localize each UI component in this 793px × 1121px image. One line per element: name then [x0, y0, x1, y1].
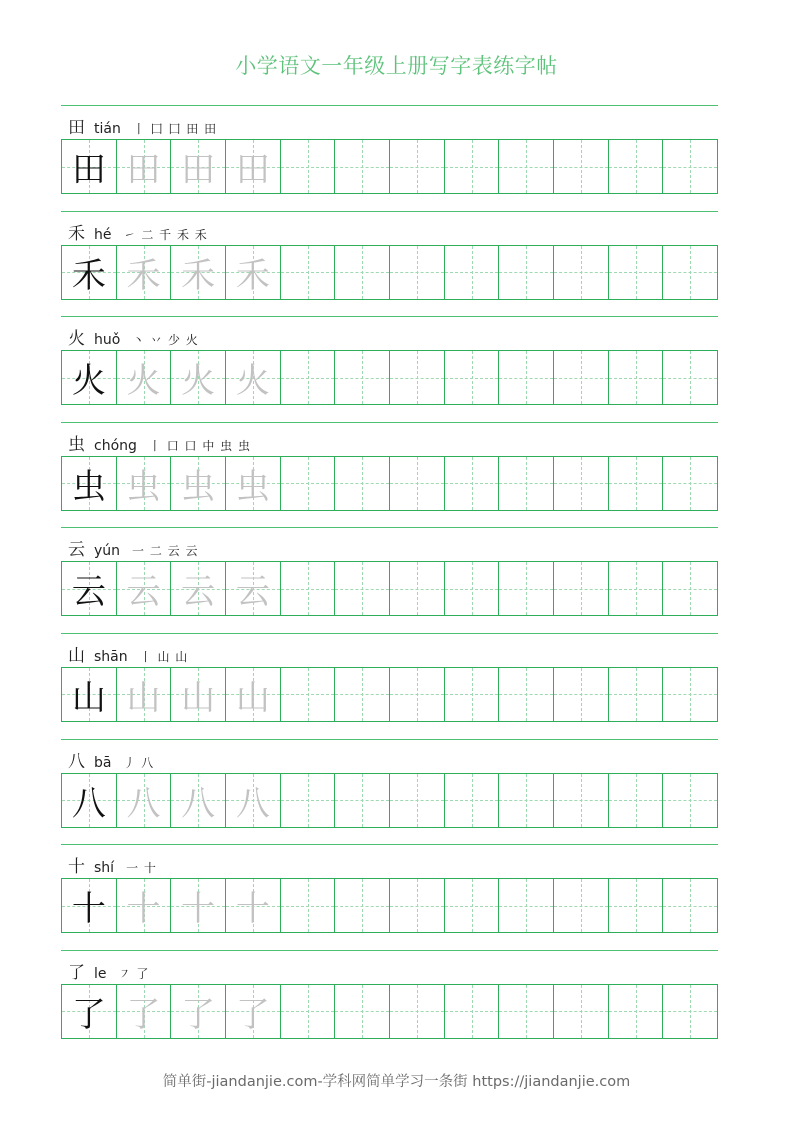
trace-character: 山 — [181, 677, 216, 718]
trace-character: 十 — [235, 889, 270, 930]
practice-cell — [609, 457, 664, 510]
header-character: 十 — [68, 857, 85, 878]
pinyin: shí — [94, 860, 115, 877]
trace-character: 虫 — [126, 466, 161, 507]
header-character: 火 — [68, 329, 85, 350]
practice-cell — [445, 985, 500, 1038]
row-header — [68, 961, 149, 983]
practice-cell — [609, 562, 664, 615]
practice-cell — [445, 457, 500, 510]
trace-cell — [226, 457, 281, 510]
row-header — [68, 327, 199, 349]
trace-character: 八 — [126, 783, 161, 824]
model-character: 虫 — [71, 466, 106, 507]
trace-character: 云 — [126, 572, 161, 613]
practice-cell — [281, 774, 336, 827]
trace-character: 田 — [126, 150, 161, 190]
model-cell — [62, 562, 117, 615]
model-cell — [62, 879, 117, 932]
practice-cell — [609, 879, 664, 932]
tian-grid — [61, 984, 718, 1039]
practice-cell — [445, 879, 500, 932]
tian-grid — [61, 561, 718, 616]
trace-character: 禾 — [126, 255, 161, 296]
page-footer: 简单街-jiandanjie.com-学科网简单学习一条街 https://jiandanjie.com — [162, 1074, 631, 1090]
practice-cell — [281, 140, 336, 193]
practice-cell — [445, 246, 500, 299]
trace-character: 田 — [235, 150, 270, 190]
practice-cell — [609, 246, 664, 299]
practice-cell — [663, 562, 717, 615]
practice-cell — [554, 562, 609, 615]
trace-cell — [117, 140, 172, 193]
practice-row — [61, 105, 718, 211]
trace-cell — [226, 985, 281, 1038]
pinyin: hé — [94, 226, 112, 243]
practice-cell — [335, 562, 390, 615]
tian-grid — [61, 667, 718, 722]
trace-character: 了 — [126, 994, 161, 1035]
practice-cell — [445, 774, 500, 827]
header-character: 云 — [68, 540, 85, 561]
model-cell — [62, 140, 117, 193]
trace-character: 八 — [181, 783, 216, 824]
row-header — [68, 750, 154, 772]
model-character: 火 — [71, 361, 106, 402]
tian-grid — [61, 245, 718, 300]
trace-character: 禾 — [235, 255, 270, 296]
header-character: 山 — [68, 645, 85, 666]
practice-row — [61, 316, 718, 422]
trace-cell — [117, 879, 172, 932]
trace-character: 十 — [126, 889, 161, 930]
trace-cell — [117, 562, 172, 615]
trace-cell — [117, 774, 172, 827]
trace-character: 了 — [235, 994, 270, 1035]
trace-cell — [117, 246, 172, 299]
row-divider — [61, 950, 718, 951]
header-character: 禾 — [68, 223, 85, 244]
row-header — [68, 433, 251, 455]
trace-character: 云 — [181, 572, 216, 613]
stroke-order: 丨 口 口 中 虫 虫 — [148, 438, 251, 453]
stroke-order: ㇇ 了 — [118, 966, 150, 981]
practice-cell — [499, 351, 554, 404]
stroke-order: 丿 八 — [123, 755, 155, 770]
trace-character: 火 — [235, 361, 270, 402]
trace-cell — [226, 879, 281, 932]
pinyin: shān — [94, 648, 128, 665]
model-character: 八 — [71, 783, 106, 824]
trace-cell — [171, 985, 226, 1038]
row-header — [68, 644, 188, 666]
practice-row — [61, 950, 718, 1056]
practice-cell — [609, 985, 664, 1038]
practice-rows — [61, 105, 718, 1055]
practice-cell — [390, 140, 445, 193]
practice-cell — [499, 668, 554, 721]
trace-character: 虫 — [235, 466, 270, 507]
model-character: 禾 — [71, 255, 106, 296]
trace-cell — [226, 140, 281, 193]
practice-cell — [335, 774, 390, 827]
row-header — [68, 222, 208, 244]
practice-cell — [281, 351, 336, 404]
row-header — [68, 538, 198, 560]
trace-character: 云 — [235, 572, 270, 613]
practice-cell — [499, 457, 554, 510]
trace-cell — [226, 246, 281, 299]
trace-cell — [226, 668, 281, 721]
trace-cell — [117, 351, 172, 404]
trace-cell — [171, 774, 226, 827]
practice-cell — [554, 879, 609, 932]
trace-cell — [117, 985, 172, 1038]
tian-grid — [61, 878, 718, 933]
practice-cell — [445, 562, 500, 615]
model-cell — [62, 774, 117, 827]
row-divider — [61, 844, 718, 845]
model-cell — [62, 985, 117, 1038]
row-header — [68, 116, 217, 138]
trace-character: 田 — [181, 150, 216, 190]
trace-cell — [171, 562, 226, 615]
model-cell — [62, 351, 117, 404]
stroke-order: 一 二 云 云 — [132, 544, 199, 559]
tian-grid — [61, 773, 718, 828]
practice-cell — [499, 562, 554, 615]
tian-grid — [61, 350, 718, 405]
pinyin: bā — [94, 754, 112, 771]
trace-character: 十 — [181, 889, 216, 930]
practice-cell — [390, 351, 445, 404]
practice-row — [61, 739, 718, 845]
model-cell — [62, 246, 117, 299]
practice-cell — [554, 351, 609, 404]
practice-cell — [499, 985, 554, 1038]
practice-row — [61, 211, 718, 317]
model-character: 田 — [71, 150, 106, 190]
practice-row — [61, 422, 718, 528]
row-divider — [61, 633, 718, 634]
practice-cell — [663, 246, 717, 299]
practice-cell — [554, 985, 609, 1038]
trace-character: 山 — [126, 677, 161, 718]
trace-cell — [171, 668, 226, 721]
practice-cell — [663, 140, 717, 193]
trace-cell — [226, 774, 281, 827]
header-character: 虫 — [68, 434, 85, 455]
practice-cell — [554, 668, 609, 721]
stroke-order: 丶 丷 少 火 — [132, 333, 199, 348]
row-divider — [61, 739, 718, 740]
practice-cell — [281, 246, 336, 299]
trace-cell — [117, 668, 172, 721]
practice-cell — [445, 351, 500, 404]
practice-cell — [335, 140, 390, 193]
pinyin: le — [94, 965, 107, 982]
practice-cell — [663, 457, 717, 510]
practice-cell — [554, 246, 609, 299]
practice-cell — [281, 879, 336, 932]
row-divider — [61, 211, 718, 212]
trace-cell — [171, 351, 226, 404]
practice-cell — [499, 140, 554, 193]
practice-cell — [281, 985, 336, 1038]
trace-cell — [226, 562, 281, 615]
practice-cell — [499, 246, 554, 299]
trace-cell — [226, 351, 281, 404]
practice-cell — [663, 351, 717, 404]
practice-cell — [663, 879, 717, 932]
practice-cell — [445, 140, 500, 193]
practice-cell — [609, 774, 664, 827]
trace-cell — [171, 140, 226, 193]
practice-cell — [663, 774, 717, 827]
pinyin: yún — [94, 543, 121, 560]
row-divider — [61, 527, 718, 528]
row-divider — [61, 422, 718, 423]
practice-cell — [335, 246, 390, 299]
practice-row — [61, 527, 718, 633]
trace-cell — [171, 879, 226, 932]
practice-cell — [390, 668, 445, 721]
practice-cell — [445, 668, 500, 721]
stroke-order: ㇀ 二 千 禾 禾 — [123, 227, 208, 242]
practice-cell — [281, 668, 336, 721]
practice-cell — [390, 457, 445, 510]
tian-grid — [61, 139, 718, 194]
practice-cell — [390, 985, 445, 1038]
pinyin: huǒ — [94, 332, 121, 349]
practice-cell — [335, 668, 390, 721]
row-divider — [61, 316, 718, 317]
practice-cell — [390, 562, 445, 615]
practice-cell — [335, 351, 390, 404]
practice-cell — [609, 140, 664, 193]
practice-cell — [609, 351, 664, 404]
row-divider — [61, 105, 718, 106]
stroke-order: 丨 山 山 — [139, 649, 189, 664]
model-cell — [62, 457, 117, 510]
practice-cell — [281, 562, 336, 615]
model-character: 了 — [71, 994, 106, 1035]
practice-cell — [390, 246, 445, 299]
stroke-order: 一 十 — [126, 861, 157, 876]
trace-cell — [171, 246, 226, 299]
practice-cell — [335, 985, 390, 1038]
header-character: 八 — [68, 751, 85, 772]
practice-cell — [663, 668, 717, 721]
trace-cell — [117, 457, 172, 510]
tian-grid — [61, 456, 718, 511]
practice-row — [61, 633, 718, 739]
trace-character: 了 — [181, 994, 216, 1035]
trace-character: 山 — [235, 677, 270, 718]
practice-cell — [281, 457, 336, 510]
model-cell — [62, 668, 117, 721]
stroke-order: 丨 ⼞ ⼞ 田 田 — [132, 122, 218, 136]
practice-cell — [335, 879, 390, 932]
model-character: 十 — [71, 889, 106, 930]
practice-cell — [609, 668, 664, 721]
practice-cell — [499, 774, 554, 827]
trace-character: 禾 — [181, 255, 216, 296]
practice-cell — [554, 140, 609, 193]
row-header — [68, 855, 157, 877]
trace-character: 八 — [235, 783, 270, 824]
practice-cell — [390, 879, 445, 932]
trace-cell — [171, 457, 226, 510]
pinyin: chóng — [94, 437, 137, 454]
practice-cell — [663, 985, 717, 1038]
trace-character: 火 — [181, 361, 216, 402]
trace-character: 火 — [126, 361, 161, 402]
practice-cell — [554, 457, 609, 510]
practice-cell — [335, 457, 390, 510]
page-title: 小学语文一年级上册写字表练字帖 — [235, 54, 558, 78]
pinyin: tián — [94, 121, 121, 137]
model-character: 云 — [71, 572, 106, 613]
header-character: 了 — [68, 962, 85, 983]
trace-character: 虫 — [181, 466, 216, 507]
header-character: 田 — [68, 118, 85, 138]
model-character: 山 — [71, 677, 106, 718]
practice-cell — [554, 774, 609, 827]
practice-cell — [499, 879, 554, 932]
practice-cell — [390, 774, 445, 827]
practice-row — [61, 844, 718, 950]
